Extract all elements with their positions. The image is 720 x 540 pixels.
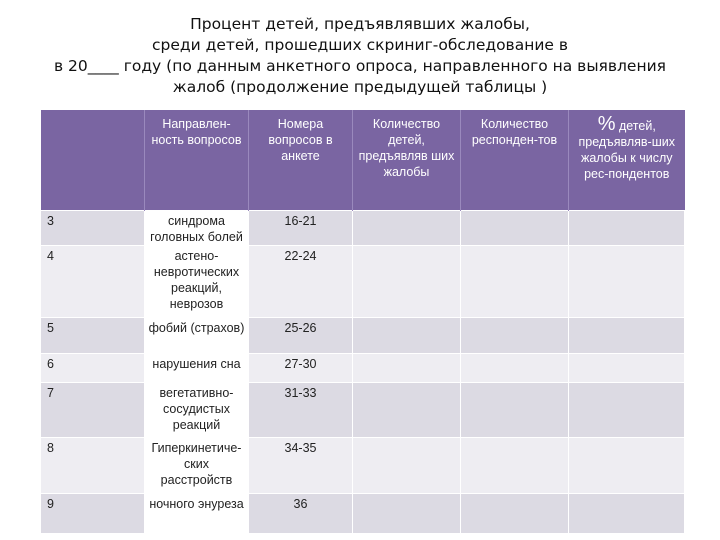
row-respondents [461,493,569,533]
header-percent [569,110,685,210]
row-direction: астено-невротических реакций, неврозов [145,245,249,317]
row-questions: 31-33 [249,382,353,437]
row-questions: 25-26 [249,317,353,353]
row-direction: фобий (страхов) [145,317,249,353]
row-percent [569,382,685,437]
row-questions: 27-30 [249,353,353,382]
table-row [41,210,685,245]
row-direction: нарушения сна [145,353,249,382]
row-number: 7 [41,382,145,437]
row-number: 8 [41,437,145,493]
title-line-4: жалоб (продолжение предыдущей таблицы ) [172,78,548,96]
header-respondents-count: Количество респонден-тов [461,110,569,210]
row-questions: 22-24 [249,245,353,317]
header-number [41,110,145,210]
row-complaints [353,493,461,533]
row-percent [569,210,685,245]
row-respondents [461,210,569,245]
row-percent [569,353,685,382]
table-row [41,353,685,382]
header-percent-text: детей, предъявляв-ших жалобы к числу рес-пондентов [578,119,675,181]
row-questions: 36 [249,493,353,533]
header-complaints-count: Количество детей, предъявляв ших жалобы [353,110,461,210]
row-questions: 34-35 [249,437,353,493]
row-complaints [353,437,461,493]
row-number: 6 [41,353,145,382]
row-percent [569,245,685,317]
title-line-1: Процент детей, предъявлявших жалобы, [190,15,530,33]
row-complaints [353,382,461,437]
header-question-numbers: Номера вопросов в анкете [249,110,353,210]
row-number: 4 [41,245,145,317]
title-line-3: в 20____ году (по данным анкетного опроса, направленного на выявления [54,57,666,75]
row-respondents [461,437,569,493]
row-direction: Гиперкинетиче-ских расстройств [145,437,249,493]
row-respondents [461,245,569,317]
row-number: 5 [41,317,145,353]
title-line-2: среди детей, прошедших скриниг-обследование в [152,36,568,54]
header-direction: Направлен-ность вопросов [145,110,249,210]
table-header-row [41,110,685,210]
row-percent [569,493,685,533]
table-row [41,437,685,493]
row-respondents [461,382,569,437]
table-row [41,382,685,437]
row-direction: вегетативно-сосудистых реакций [145,382,249,437]
row-respondents [461,317,569,353]
row-complaints [353,245,461,317]
row-direction: синдрома головных болей [145,210,249,245]
row-complaints [353,210,461,245]
row-percent [569,317,685,353]
table-row [41,493,685,533]
row-respondents [461,353,569,382]
row-questions: 16-21 [249,210,353,245]
row-percent [569,437,685,493]
table-row [41,245,685,317]
table-row [41,317,685,353]
percent-sign: % [597,113,616,135]
row-complaints [353,317,461,353]
row-direction: ночного энуреза [145,493,249,533]
row-number: 3 [41,210,145,245]
row-number: 9 [41,493,145,533]
row-complaints [353,353,461,382]
complaints-table [40,110,685,534]
page-title [0,14,720,98]
